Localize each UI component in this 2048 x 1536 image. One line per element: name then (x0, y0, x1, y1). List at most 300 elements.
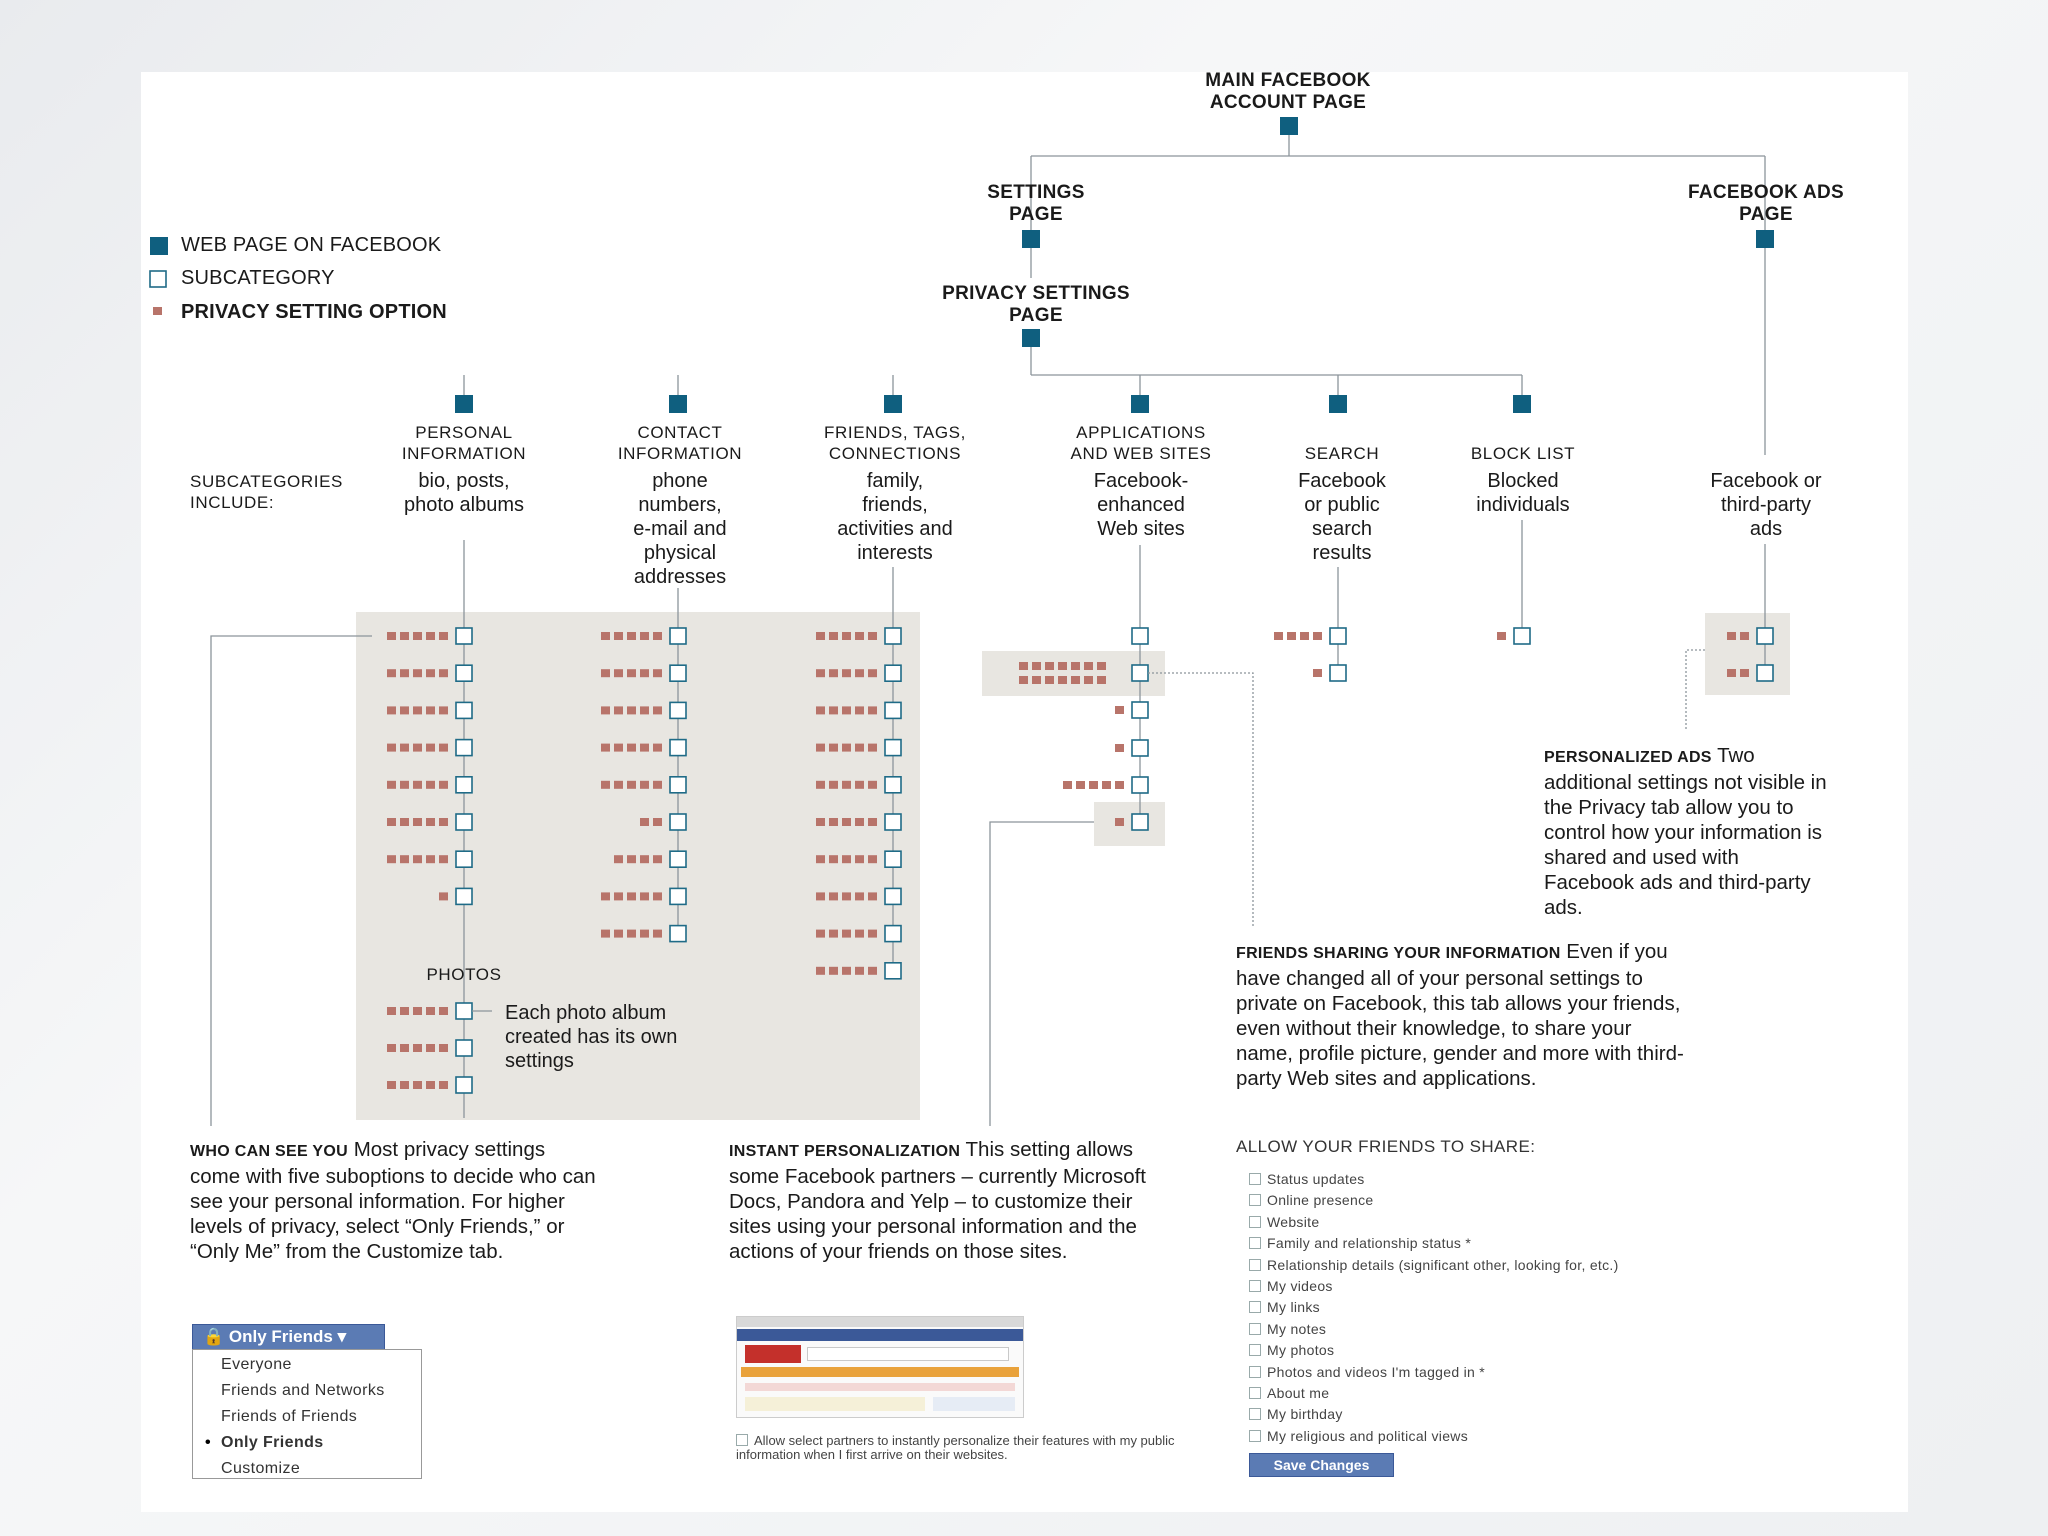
privacy-option-marker (829, 892, 838, 900)
legend-subcategory: SUBCATEGORY (181, 267, 335, 289)
share-option-row[interactable] (1249, 1257, 1619, 1273)
privacy-option-marker (1115, 744, 1124, 752)
friends-sharing-text: Even if you have changed all of your personal settings to private on Facebook, this tab allows your friends, even without their knowledge, to share your name, profile picture, gender and more with third- party Web sites and applications. (1236, 940, 1684, 1090)
privacy-option-marker (1045, 662, 1054, 670)
personalized-ads-callout (1544, 743, 1834, 920)
privacy-option-marker (855, 855, 864, 863)
dropdown-option-friends-of-friends[interactable]: Friends of Friends (221, 1408, 358, 1425)
privacy-option-marker (829, 967, 838, 975)
subcategory-marker (1757, 628, 1773, 644)
instant-personalization-screenshot (736, 1316, 1024, 1418)
privacy-option-marker (855, 781, 864, 789)
subcategory-marker (1132, 628, 1148, 644)
privacy-option-marker (868, 781, 877, 789)
share-option-row[interactable] (1249, 1192, 1373, 1208)
privacy-option-marker (1313, 632, 1322, 640)
privacy-option-marker (640, 855, 649, 863)
privacy-option-marker (653, 669, 662, 677)
privacy-option-marker (1089, 781, 1098, 789)
privacy-option-marker (426, 706, 435, 714)
share-option-label: My notes (1267, 1320, 1327, 1337)
privacy-option-marker (601, 632, 610, 640)
privacy-option-marker (387, 781, 396, 789)
privacy-option-marker (640, 818, 649, 826)
share-option-row[interactable] (1249, 1385, 1329, 1401)
selected-bullet-icon: • (205, 1434, 211, 1451)
subcategory-marker (670, 851, 686, 867)
ads-page-title: FACEBOOK ADS PAGE (1688, 182, 1844, 225)
legend-privacy-option: PRIVACY SETTING OPTION (181, 301, 447, 323)
subcategory-marker (456, 665, 472, 681)
share-list-title: ALLOW YOUR FRIENDS TO SHARE: (1236, 1137, 1536, 1156)
privacy-option-marker (1058, 662, 1067, 670)
main-page-marker (1280, 117, 1298, 135)
privacy-option-marker (842, 669, 851, 677)
privacy-option-marker (829, 818, 838, 826)
privacy-option-marker (842, 632, 851, 640)
instant-personalization-leader (990, 822, 1094, 1126)
privacy-option-marker (1076, 781, 1085, 789)
privacy-option-marker (855, 892, 864, 900)
checkbox[interactable] (1249, 1194, 1261, 1206)
subcategory-marker (1132, 665, 1148, 681)
privacy-option-marker (413, 818, 422, 826)
subcategory-marker (1330, 665, 1346, 681)
subcategory-marker (456, 628, 472, 644)
privacy-option-marker (627, 855, 636, 863)
privacy-option-marker (868, 744, 877, 752)
checkbox[interactable] (1249, 1280, 1261, 1292)
privacy-option-marker (439, 1081, 448, 1089)
share-option-row[interactable] (1249, 1278, 1333, 1294)
privacy-option-marker (400, 669, 409, 677)
checkbox[interactable] (1249, 1301, 1261, 1313)
privacy-option-marker (614, 892, 623, 900)
privacy-option-marker (829, 930, 838, 938)
privacy-option-marker (426, 1081, 435, 1089)
privacy-option-marker (426, 1007, 435, 1015)
privacy-option-marker (842, 967, 851, 975)
privacy-option-marker (387, 1081, 396, 1089)
privacy-dropdown-menu (192, 1349, 422, 1479)
privacy-option-marker (1313, 669, 1322, 677)
category-desc-contact: phone numbers, e-mail and physical addresses (633, 470, 727, 588)
privacy-option-marker (400, 781, 409, 789)
instant-personalization-checkbox-row[interactable] (736, 1434, 1186, 1462)
privacy-option-marker (601, 706, 610, 714)
checkbox[interactable] (1249, 1366, 1261, 1378)
subcategory-marker (456, 702, 472, 718)
dropdown-option-everyone[interactable]: Everyone (221, 1356, 292, 1373)
privacy-option-marker (653, 818, 662, 826)
privacy-option-marker (413, 855, 422, 863)
privacy-option-marker (640, 706, 649, 714)
privacy-option-marker (387, 706, 396, 714)
privacy-option-marker (842, 930, 851, 938)
share-option-row[interactable] (1249, 1214, 1319, 1230)
dropdown-selected-label: Only Friends (228, 1327, 333, 1346)
privacy-option-marker (816, 855, 825, 863)
ads-page-marker (1756, 230, 1774, 248)
category-title-applications: APPLICATIONS AND WEB SITES (1070, 423, 1212, 463)
privacy-option-marker (400, 632, 409, 640)
share-option-row[interactable] (1249, 1364, 1485, 1380)
privacy-option-marker (400, 1044, 409, 1052)
privacy-option-marker (1071, 676, 1080, 684)
settings-page-title: SETTINGS PAGE (987, 182, 1085, 225)
privacy-option-marker (413, 781, 422, 789)
privacy-option-marker (614, 744, 623, 752)
category-title-personal: PERSONAL INFORMATION (401, 423, 527, 463)
privacy-option-marker (439, 744, 448, 752)
share-option-label: My birthday (1267, 1406, 1343, 1423)
privacy-option-marker (439, 632, 448, 640)
share-option-label: My photos (1267, 1342, 1335, 1359)
share-option-row[interactable] (1249, 1321, 1326, 1337)
privacy-option-marker (1097, 676, 1106, 684)
subcategory-marker (456, 1040, 472, 1056)
category-title-contact: CONTACT INFORMATION (617, 423, 743, 463)
privacy-option-marker (1102, 781, 1111, 789)
privacy-option-marker (855, 744, 864, 752)
friends-sharing-leader (1148, 673, 1253, 928)
privacy-option-marker (426, 632, 435, 640)
privacy-option-marker (601, 930, 610, 938)
privacy-option-marker (1287, 632, 1296, 640)
privacy-option-marker (1045, 676, 1054, 684)
category-page-marker (455, 395, 473, 413)
category-desc-personal: bio, posts, photo albums (403, 470, 525, 516)
privacy-option-marker (855, 706, 864, 714)
privacy-option-marker (829, 781, 838, 789)
privacy-option-marker (842, 781, 851, 789)
privacy-option-marker (640, 669, 649, 677)
privacy-option-marker (640, 892, 649, 900)
settings-page-marker (1022, 230, 1040, 248)
category-desc-friends: family, friends, activities and interests (837, 470, 953, 564)
privacy-option-marker (1115, 781, 1124, 789)
privacy-option-marker (614, 632, 623, 640)
privacy-option-marker (400, 818, 409, 826)
legend-privacy-option-marker (153, 307, 162, 315)
share-option-row[interactable] (1249, 1406, 1343, 1422)
privacy-option-marker (829, 855, 838, 863)
subcategory-marker (1132, 814, 1148, 830)
instant-personalization-callout (729, 1137, 1149, 1264)
privacy-option-marker (653, 706, 662, 714)
personalized-ads-heading: PERSONALIZED ADS (1544, 749, 1712, 766)
privacy-option-marker (855, 818, 864, 826)
privacy-option-marker (627, 744, 636, 752)
category-desc-block-list: Blocked individuals (1476, 470, 1570, 516)
privacy-option-marker (816, 669, 825, 677)
privacy-option-marker (426, 669, 435, 677)
privacy-option-marker (627, 706, 636, 714)
privacy-option-marker (842, 892, 851, 900)
privacy-option-marker (868, 855, 877, 863)
privacy-option-marker (387, 1044, 396, 1052)
privacy-option-marker (1740, 632, 1749, 640)
subcategory-marker (670, 888, 686, 904)
privacy-option-marker (614, 706, 623, 714)
privacy-option-marker (400, 706, 409, 714)
privacy-option-marker (816, 706, 825, 714)
who-can-see-text: Most privacy settings come with five suboptions to decide who can see your personal information. For higher levels of privacy, select “Only Friends,” or “Only Me” from the Customize tab. (190, 1138, 596, 1263)
privacy-option-marker (426, 744, 435, 752)
checkbox[interactable] (1249, 1323, 1261, 1335)
share-option-label: My links (1267, 1299, 1320, 1316)
privacy-option-marker (1727, 632, 1736, 640)
privacy-option-marker (1740, 669, 1749, 677)
subcategory-marker (670, 665, 686, 681)
instant-personalization-text: This setting allows some Facebook partners – currently Microsoft Docs, Pandora and Yelp – to customize their sites using your personal information and the actions of your friends on those sites. (729, 1138, 1146, 1263)
subcategory-marker (670, 777, 686, 793)
category-desc-search: Facebook or public search results (1298, 470, 1386, 564)
category-page-marker (1513, 395, 1531, 413)
share-option-label: My videos (1267, 1278, 1333, 1294)
subcategory-marker (885, 851, 901, 867)
applications-group-bottom (1094, 802, 1165, 846)
subcategory-marker (885, 963, 901, 979)
privacy-option-marker (439, 1007, 448, 1015)
personalized-ads-text: Two additional settings not visible in the Privacy tab allow you to control how your information is shared and used with Facebook ads and third-party ads. (1544, 744, 1827, 919)
subcategory-marker (885, 888, 901, 904)
subcategory-marker (885, 702, 901, 718)
category-page-marker (669, 395, 687, 413)
category-title-search: SEARCH (1304, 444, 1380, 463)
privacy-option-marker (1032, 662, 1041, 670)
instant-personalization-checkbox-label: Allow select partners to instantly personalize their features with my public information when I first arrive on their websites. (736, 1433, 1175, 1462)
subcategory-marker (885, 777, 901, 793)
privacy-option-marker (855, 967, 864, 975)
privacy-option-marker (387, 632, 396, 640)
privacy-option-marker (426, 818, 435, 826)
subcategory-marker (670, 740, 686, 756)
privacy-option-marker (640, 744, 649, 752)
who-can-see-heading: WHO CAN SEE YOU (190, 1143, 348, 1160)
subcategory-marker (885, 926, 901, 942)
dropdown-option-customize[interactable]: Customize (221, 1460, 301, 1477)
subcategory-marker (885, 665, 901, 681)
privacy-option-marker (614, 781, 623, 789)
friends-sharing-heading: FRIENDS SHARING YOUR INFORMATION (1236, 945, 1561, 962)
privacy-option-marker (601, 781, 610, 789)
privacy-option-marker (387, 1007, 396, 1015)
privacy-option-marker (1032, 676, 1041, 684)
subcategory-marker (1132, 702, 1148, 718)
checkbox[interactable] (1249, 1344, 1261, 1356)
subcategory-marker (456, 1003, 472, 1019)
privacy-dropdown-button[interactable] (192, 1324, 385, 1350)
privacy-option-marker (1071, 662, 1080, 670)
privacy-option-marker (816, 818, 825, 826)
privacy-option-marker (413, 1081, 422, 1089)
privacy-option-marker (1115, 706, 1124, 714)
subcategory-marker (1330, 628, 1346, 644)
privacy-option-marker (829, 632, 838, 640)
privacy-option-marker (413, 1007, 422, 1015)
personalized-ads-leader (1686, 650, 1705, 731)
who-can-see-leader (211, 636, 372, 1126)
privacy-option-marker (614, 930, 623, 938)
privacy-option-marker (627, 930, 636, 938)
checkbox[interactable] (1249, 1173, 1261, 1185)
privacy-option-marker (627, 669, 636, 677)
share-option-row[interactable] (1249, 1299, 1320, 1315)
share-option-label: Status updates (1267, 1171, 1365, 1187)
share-option-row[interactable] (1249, 1171, 1365, 1187)
privacy-option-marker (1274, 632, 1283, 640)
subcategory-marker (456, 888, 472, 904)
category-desc-applications: Facebook- enhanced Web sites (1093, 470, 1189, 540)
privacy-option-marker (413, 1044, 422, 1052)
privacy-option-marker (439, 818, 448, 826)
privacy-option-marker (1115, 818, 1124, 826)
share-option-row[interactable] (1249, 1342, 1334, 1358)
share-option-row[interactable] (1249, 1428, 1468, 1444)
checkbox[interactable] (1249, 1387, 1261, 1399)
share-option-label: Photos and videos I'm tagged in * (1267, 1363, 1486, 1380)
photos-label: PHOTOS (426, 965, 502, 984)
subcategory-marker (1132, 740, 1148, 756)
save-changes-button[interactable]: Save Changes (1249, 1453, 1394, 1477)
privacy-option-marker (413, 632, 422, 640)
privacy-option-marker (439, 855, 448, 863)
subcategory-marker (456, 814, 472, 830)
friends-sharing-callout (1236, 939, 1686, 1091)
privacy-option-marker (387, 669, 396, 677)
checkbox[interactable] (1249, 1430, 1261, 1442)
subcategory-marker (670, 702, 686, 718)
share-option-label: About me (1267, 1385, 1330, 1401)
privacy-option-marker (387, 818, 396, 826)
privacy-option-marker (829, 706, 838, 714)
privacy-option-marker (601, 892, 610, 900)
subcategory-marker (1757, 665, 1773, 681)
main-page-title: MAIN FACEBOOK ACCOUNT PAGE (1205, 70, 1371, 113)
subcategory-marker (670, 814, 686, 830)
privacy-option-marker (868, 706, 877, 714)
subcategory-marker (456, 740, 472, 756)
subcategory-marker (456, 1077, 472, 1093)
who-can-see-callout (190, 1137, 600, 1264)
subcategory-marker (885, 814, 901, 830)
share-option-row[interactable] (1249, 1235, 1471, 1251)
privacy-option-marker (627, 781, 636, 789)
share-option-label: My religious and political views (1267, 1427, 1469, 1444)
privacy-option-marker (614, 855, 623, 863)
subcategory-marker (885, 740, 901, 756)
privacy-option-marker (627, 892, 636, 900)
privacy-option-marker (640, 781, 649, 789)
privacy-option-marker (868, 967, 877, 975)
privacy-option-marker (400, 1081, 409, 1089)
subcategory-marker (456, 777, 472, 793)
privacy-option-marker (1019, 676, 1028, 684)
dropdown-option-friends-networks[interactable]: Friends and Networks (221, 1382, 385, 1399)
checkbox[interactable] (736, 1434, 748, 1446)
subcategory-marker (670, 926, 686, 942)
privacy-option-marker (842, 855, 851, 863)
instant-personalization-heading: INSTANT PERSONALIZATION (729, 1143, 961, 1160)
privacy-settings-marker (1022, 329, 1040, 347)
privacy-option-marker (413, 744, 422, 752)
privacy-option-marker (439, 781, 448, 789)
share-option-label: Family and relationship status * (1267, 1235, 1472, 1252)
privacy-option-marker (816, 967, 825, 975)
privacy-option-marker (1497, 632, 1506, 640)
privacy-option-marker (614, 669, 623, 677)
dropdown-option-only-friends[interactable]: Only Friends (221, 1434, 324, 1451)
privacy-option-marker (413, 669, 422, 677)
privacy-option-marker (842, 706, 851, 714)
privacy-option-marker (855, 632, 864, 640)
privacy-option-marker (1058, 676, 1067, 684)
category-desc-ads: Facebook or third-party ads (1710, 470, 1822, 540)
privacy-option-marker (627, 632, 636, 640)
category-title-friends: FRIENDS, TAGS, CONNECTIONS (824, 423, 966, 463)
legend-subcategory-marker (150, 271, 166, 287)
privacy-option-marker (426, 855, 435, 863)
subcategory-marker (1514, 628, 1530, 644)
privacy-option-marker (816, 744, 825, 752)
privacy-option-marker (400, 744, 409, 752)
privacy-option-marker (601, 669, 610, 677)
privacy-option-marker (1063, 781, 1072, 789)
checkbox[interactable] (1249, 1237, 1261, 1249)
privacy-option-marker (653, 781, 662, 789)
privacy-settings-title: PRIVACY SETTINGS PAGE (942, 283, 1130, 326)
legend-web-page: WEB PAGE ON FACEBOOK (181, 234, 442, 256)
privacy-option-marker (816, 892, 825, 900)
privacy-option-marker (868, 930, 877, 938)
privacy-option-marker (868, 632, 877, 640)
privacy-option-marker (1084, 676, 1093, 684)
privacy-option-marker (439, 706, 448, 714)
privacy-option-marker (439, 1044, 448, 1052)
privacy-option-marker (1019, 662, 1028, 670)
privacy-option-marker (601, 744, 610, 752)
privacy-option-marker (829, 744, 838, 752)
privacy-option-marker (400, 1007, 409, 1015)
privacy-option-marker (653, 855, 662, 863)
privacy-option-marker (816, 930, 825, 938)
share-option-label: Website (1267, 1213, 1320, 1230)
privacy-option-marker (1300, 632, 1309, 640)
privacy-option-marker (387, 744, 396, 752)
privacy-option-marker (842, 744, 851, 752)
legend-web-page-marker (150, 237, 168, 255)
privacy-option-marker (855, 669, 864, 677)
privacy-option-marker (400, 855, 409, 863)
lock-icon: 🔒 (203, 1327, 225, 1346)
privacy-option-marker (426, 781, 435, 789)
category-page-marker (1131, 395, 1149, 413)
subcategory-marker (1132, 777, 1148, 793)
checkbox[interactable] (1249, 1216, 1261, 1228)
privacy-option-marker (426, 1044, 435, 1052)
privacy-option-marker (653, 930, 662, 938)
checkbox[interactable] (1249, 1408, 1261, 1420)
subcategory-marker (670, 628, 686, 644)
privacy-option-marker (1727, 669, 1736, 677)
privacy-option-marker (640, 930, 649, 938)
category-page-marker (1329, 395, 1347, 413)
privacy-option-marker (439, 892, 448, 900)
privacy-option-marker (1097, 662, 1106, 670)
category-page-marker (884, 395, 902, 413)
checkbox[interactable] (1249, 1259, 1261, 1271)
